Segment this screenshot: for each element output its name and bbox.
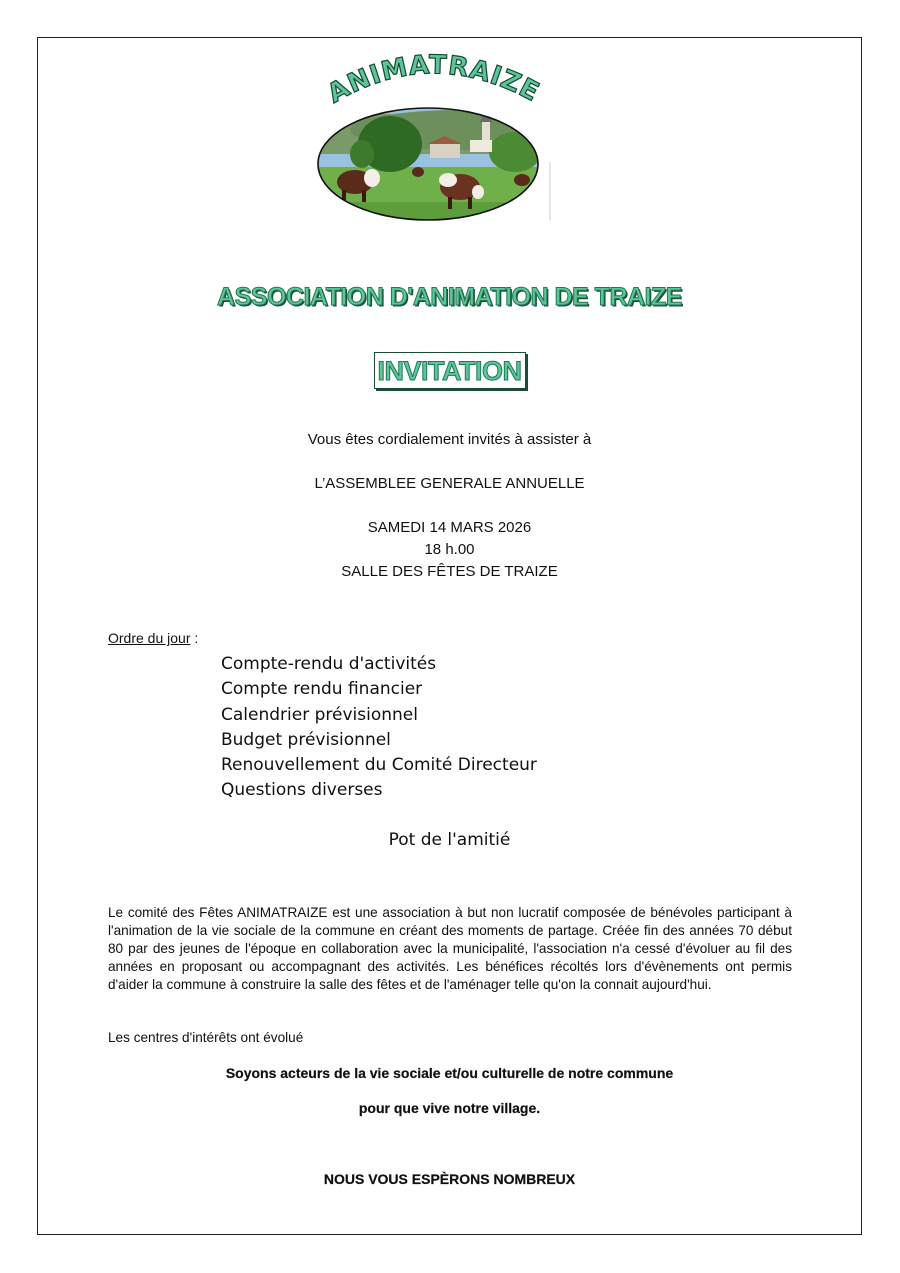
agenda-item: Budget prévisionnel: [221, 729, 391, 750]
event-place: SALLE DES FÊTES DE TRAIZE: [341, 563, 558, 580]
agenda-item: Compte rendu financier: [221, 679, 423, 700]
interests-line: Les centres d'intérêts ont évolué: [108, 1030, 304, 1045]
call-to-action: Soyons acteurs de la vie sociale et/ou culturelle de notre commune: [225, 1065, 674, 1081]
closing-message: NOUS VOUS ESPÈRONS NOMBREUX: [323, 1171, 576, 1187]
invitation-heading: INVITATION: [374, 352, 526, 389]
agenda-label: [108, 630, 198, 646]
agenda-closing: Pot de l'amitié: [388, 830, 511, 850]
agenda-label-suffix: :: [190, 630, 199, 646]
logo-text: ANIMATRAIZE: [322, 52, 545, 110]
event-time: 18 h.00: [424, 541, 475, 558]
call-to-action-2: pour que vive notre village.: [358, 1100, 541, 1116]
event-date: SAMEDI 14 MARS 2026: [367, 519, 532, 536]
association-description: Le comité des Fêtes ANIMATRAIZE est une association à but non lucratif composée de bénévoles participant à l'animation de la vie sociale de la commune en créant des moments de partage. Créée fin des années 70 début 80 par des jeunes de l'époque en collaboration avec la municipalité, l'association n'a cessé d'évoluer au fil des années en proposant ou accompagnant des activités. Les bénéfices récoltés lors d'évènements ont permis d'aider la commune à construire la salle des fêtes et de l'aménager telle qu'on la connait aujourd'hui.: [108, 905, 792, 992]
agenda-list: [221, 652, 537, 804]
agenda-item: Compte-rendu d'activités: [221, 654, 437, 674]
agenda-item: Questions diverses: [221, 780, 383, 801]
logo-photo: [300, 102, 560, 224]
event-name: L’ASSEMBLEE GENERALE ANNUELLE: [314, 475, 585, 492]
agenda-label-text: Ordre du jour: [108, 630, 191, 646]
agenda-item: Renouvellement du Comité Directeur: [221, 755, 537, 776]
invite-intro: Vous êtes cordialement invités à assister à: [307, 431, 592, 448]
invitation-heading-wrap: [37, 352, 862, 389]
agenda-item: Calendrier prévisionnel: [221, 704, 418, 725]
association-title: ASSOCIATION D'ANIMATION DE TRAIZE: [217, 283, 682, 311]
animatraize-logo: [300, 52, 560, 224]
